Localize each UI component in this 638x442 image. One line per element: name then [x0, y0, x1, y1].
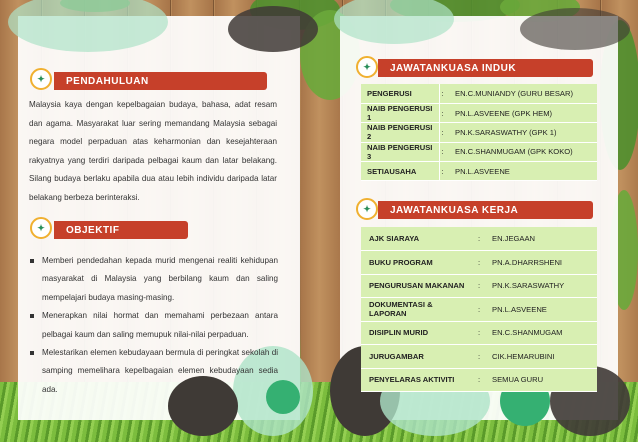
school-logo-icon: ✦ [30, 68, 52, 90]
table-row: BUKU PROGRAM : PN.A.DHARRSHENI [361, 251, 597, 275]
table-row: DISIPLIN MURID : EN.C.SHANMUGAM [361, 321, 597, 345]
school-logo-icon: ✦ [356, 198, 378, 220]
kerja-table [361, 227, 597, 392]
table-row: NAIB PENGERUSI 3 : EN.C.SHANMUGAM (GPK KOKO) [361, 142, 597, 161]
list-item: Melestarikan elemen kebudayaan bermula di peringkat sekolah di samping memelihara kepelbagaian elemen kebudayaan sedia ada. [28, 344, 278, 399]
objective-list [28, 252, 278, 399]
table-row: NAIB PENGERUSI 2 : PN.K.SARASWATHY (GPK 1) [361, 123, 597, 142]
intro-paragraph: Malaysia kaya dengan kepelbagaian budaya, bahasa, adat resam dan agama. Masyarakat luar sering memandang Malaysia sebagai negara model perpaduan atas keharmonian dan kesejahteraan rakyatnya yang terdiri daripada pelbagai kaum dan latar belakang. Silang budaya berlaku apabila dua atau lebih individu daripada latar belakang berbeza berinteraksi. [29, 100, 277, 202]
induk-table [361, 84, 597, 181]
table-row: SETIAUSAHA : PN.L.ASVEENE [361, 162, 597, 181]
objective-heading: OBJEKTIF [54, 221, 188, 239]
table-row: AJK SIARAYA : EN.JEGAAN [361, 227, 597, 251]
school-logo-icon: ✦ [356, 56, 378, 78]
table-row: JURUGAMBAR : CIK.HEMARUBINI [361, 345, 597, 369]
table-row: DOKUMENTASI & LAPORAN : PN.L.ASVEENE [361, 298, 597, 322]
school-logo-icon: ✦ [30, 217, 52, 239]
table-row: PENGERUSI : EN.C.MUNIANDY (GURU BESAR) [361, 84, 597, 103]
list-item: Memberi pendedahan kepada murid mengenai realiti kehidupan masyarakat di Malaysia yang berbilang kaum dan saling mempelajari budaya masing-masing. [28, 252, 278, 307]
table-row: PENGURUSAN MAKANAN : PN.K.SARASWATHY [361, 274, 597, 298]
list-item: Menerapkan nilai hormat dan memahami perbezaan antara pelbagai kaum dan saling memupuk nilai-nilai perpaduan. [28, 307, 278, 344]
table-row: PENYELARAS AKTIVITI : SEMUA GURU [361, 368, 597, 392]
kerja-heading: JAWATANKUASA KERJA [378, 201, 593, 219]
table-row: NAIB PENGERUSI 1 : PN.L.ASVEENE (GPK HEM) [361, 103, 597, 122]
induk-heading: JAWATANKUASA INDUK [378, 59, 593, 77]
intro-heading: PENDAHULUAN [54, 72, 267, 90]
